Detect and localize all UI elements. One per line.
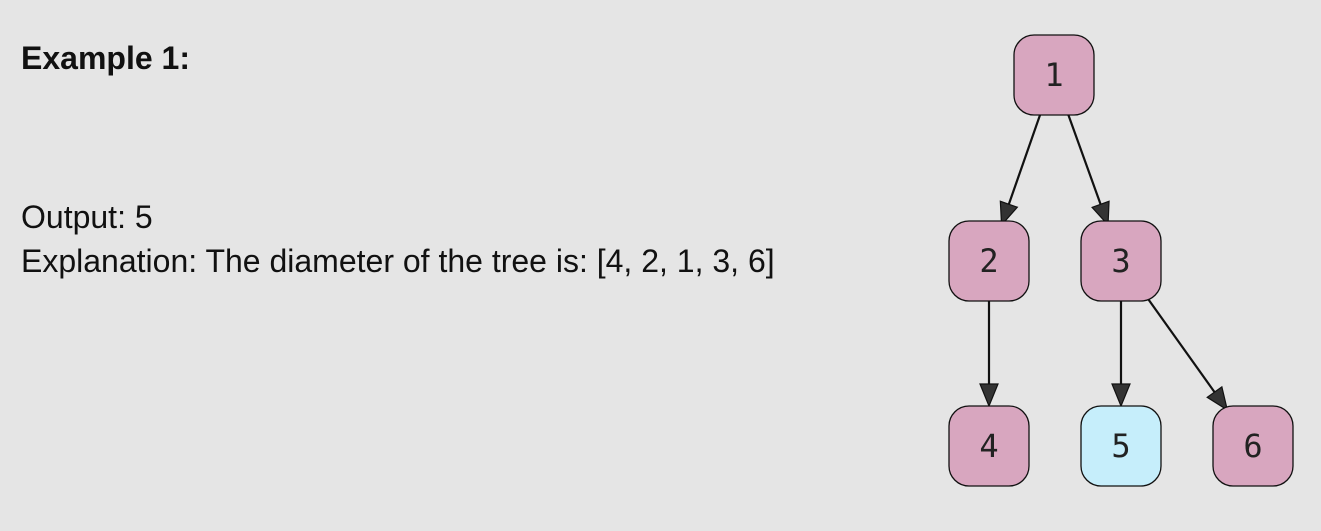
node-label: 3 [1111,242,1131,280]
edge-2-4 [980,301,998,406]
node-label: 6 [1243,427,1263,465]
output-line: Output: 5 [21,199,153,235]
tree-node-4 [949,406,1029,486]
node-label: 4 [979,427,999,465]
node-label: 2 [979,242,999,280]
example-title: Example 1: [21,40,190,76]
explanation-line: Explanation: The diameter of the tree is: [4, 2, 1, 3, 6] [21,243,775,279]
edge-3-5 [1112,301,1130,406]
tree-node-5 [1081,406,1161,486]
node-label: 5 [1111,427,1131,465]
tree-node-1 [1014,35,1094,115]
arrowhead [980,384,998,406]
arrowhead [1207,387,1227,410]
node-label: 1 [1044,56,1064,94]
edge-3-6 [1147,297,1228,410]
tree-node-3 [1081,221,1161,301]
tree-node-6 [1213,406,1293,486]
edge-1-3 [1067,111,1109,225]
edge-1-2 [1000,111,1041,225]
tree-node-2 [949,221,1029,301]
tree-nodes [949,35,1293,486]
arrowhead [1112,384,1130,406]
